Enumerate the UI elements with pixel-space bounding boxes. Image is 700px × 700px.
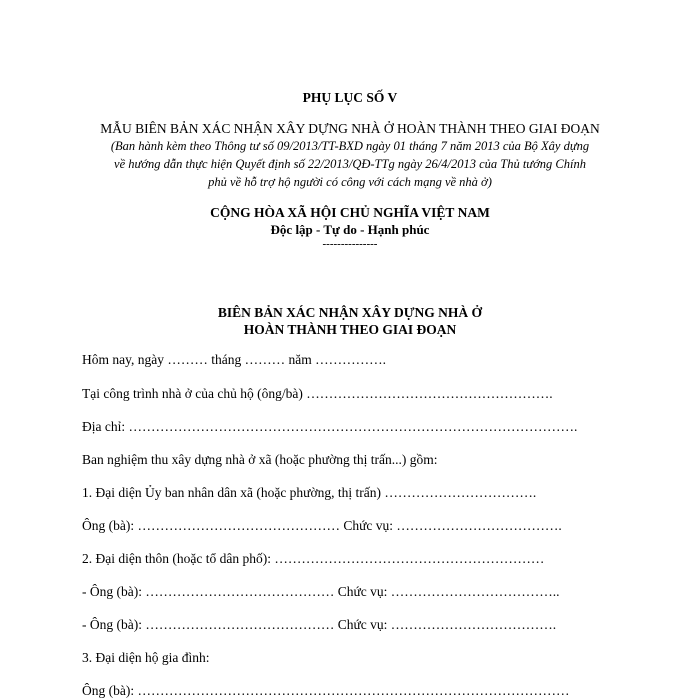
village-rep-heading: 2. Đại diện thôn (hoặc tổ dân phố): …………………………………………………… [82, 551, 545, 566]
committee-intro: Ban nghiệm thu xây dựng nhà ở xã (hoặc phường thị trấn...) gồm: [82, 452, 438, 467]
household-rep-heading: 3. Đại diện hộ gia đình: [82, 650, 210, 665]
commune-rep-heading: 1. Đại diện Ủy ban nhân dân xã (hoặc phường, thị trấn) ……………………………. [82, 485, 537, 500]
national-title: CỘNG HÒA XÃ HỘI CHỦ NGHĨA VIỆT NAM [210, 205, 490, 220]
note-line-1: (Ban hành kèm theo Thông tư số 09/2013/TT-BXD ngày 01 tháng 7 năm 2013 của Bộ Xây dựng [110, 139, 590, 153]
commune-rep-person: Ông (bà): ……………………………………… Chức vụ: ………………………………. [82, 518, 562, 533]
village-rep-person-2: - Ông (bà): …………………………………… Chức vụ: ………………………………. [82, 617, 557, 632]
village-rep-person-1: - Ông (bà): …………………………………… Chức vụ: ……………………………….. [82, 584, 560, 599]
date-line: Hôm nay, ngày ……… tháng ……… năm ……………. [82, 352, 386, 367]
owner-line: Tại công trình nhà ở của chủ hộ (ông/bà) ………………………………………………. [82, 386, 553, 401]
document-title-line-2: HOÀN THÀNH THEO GIAI ĐOẠN [243, 322, 457, 337]
note-line-3: phủ về hỗ trợ hộ người có công với cách mạng về nhà ở) [208, 175, 492, 189]
separator: --------------- [322, 238, 378, 250]
appendix-title: PHỤ LỤC SỐ V [302, 90, 398, 105]
motto: Độc lập - Tự do - Hạnh phúc [270, 222, 430, 237]
note-line-2: về hướng dẫn thực hiện Quyết định số 22/2013/QĐ-TTg ngày 26/4/2013 của Thủ tướng Chính [114, 157, 586, 171]
household-rep-person: Ông (bà): …………………………………………………………………………………… [82, 683, 570, 698]
form-title: MẪU BIÊN BẢN XÁC NHẬN XÂY DỰNG NHÀ Ở HOÀN THÀNH THEO GIAI ĐOẠN [100, 121, 600, 136]
document-title-line-1: BIÊN BẢN XÁC NHẬN XÂY DỰNG NHÀ Ở [217, 305, 483, 320]
address-line: Địa chỉ: ………………………………………………………………………………………. [82, 419, 578, 434]
